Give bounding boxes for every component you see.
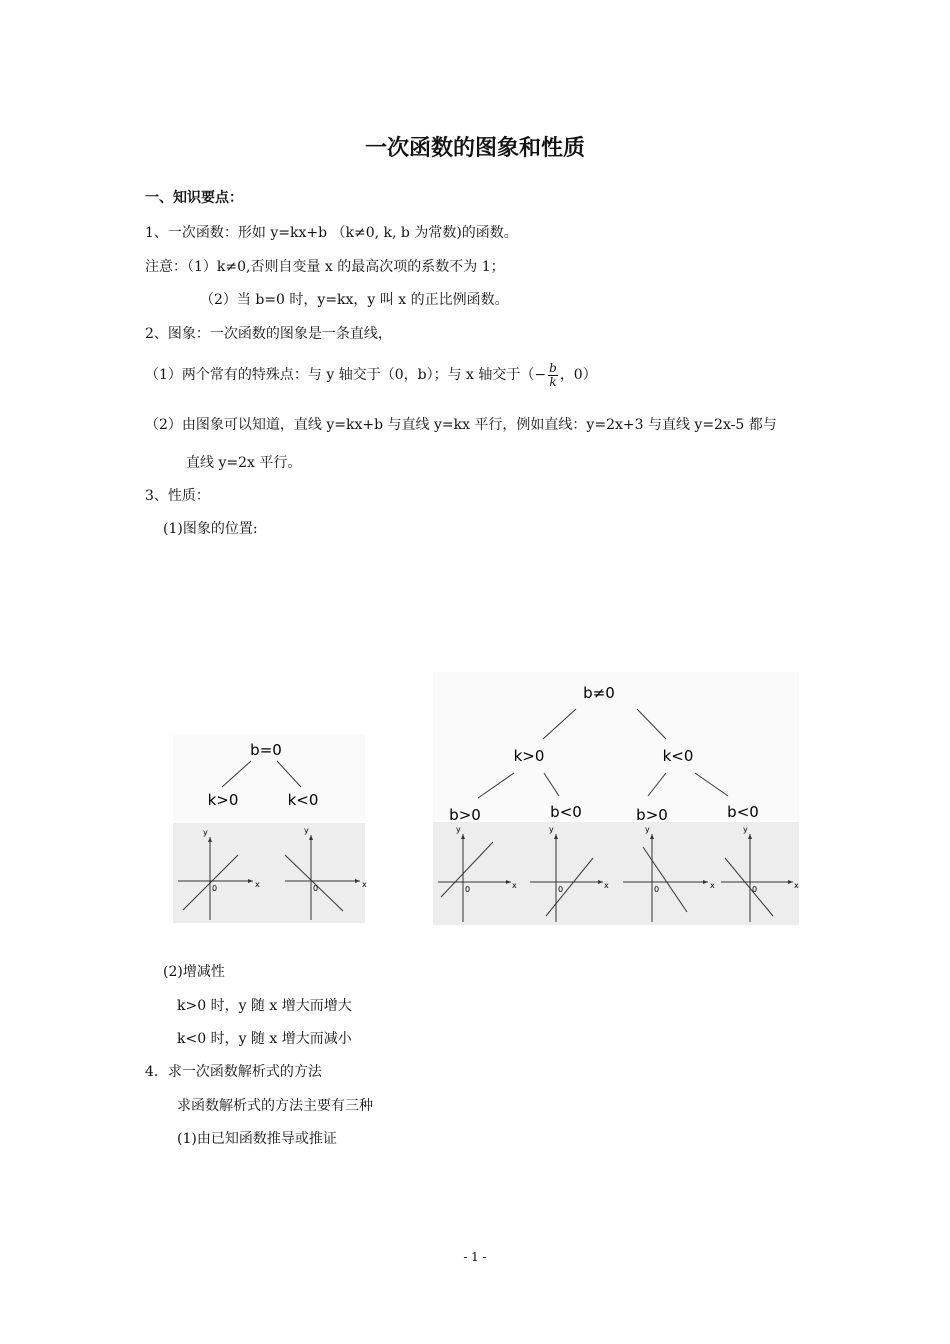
increasing-text: k>0 时，y 随 x 增大而增大 [177,998,352,1014]
tree-leaf-b-positive: b>0 [449,806,481,824]
decreasing-text: k<0 时，y 随 x 增大而减小 [177,1031,352,1047]
y-axis-label: y [304,826,309,835]
methods-intro: 求函数解析式的方法主要有三种 [177,1098,373,1114]
definition-text: 1、一次函数：形如 y=kx+b （k≠0, k, b 为常数)的函数。 [145,225,518,241]
diagram-b-nonzero [433,672,799,927]
monotonicity-heading: (2)增减性 [163,964,225,980]
tree-leaf-b-negative: b<0 [727,803,759,821]
tree-node-k-positive: k>0 [513,747,545,765]
parallel-line-2: 直线 y=2x 平行。 [186,455,302,471]
x-axis-label: x [794,881,799,890]
y-axis-label: y [645,825,650,834]
x-axis-label: x [710,881,715,890]
x-axis-label: x [255,880,260,889]
method-heading: 4．求一次函数解析式的方法 [145,1064,322,1080]
special-points [145,362,597,388]
section-heading: 一、知识要点： [145,190,243,206]
tree-leaf-k-positive: k>0 [207,791,239,809]
fraction-denominator: k [549,374,557,389]
note-2: （2）当 b=0 时，y=kx，y 叫 x 的正比例函数。 [200,292,509,308]
y-axis-label: y [203,828,208,837]
fraction-b-over-k [548,362,558,388]
y-axis-label: y [549,825,554,834]
graph-text: 2、图象：一次函数的图象是一条直线， [145,326,392,342]
origin-label: 0 [654,885,660,894]
special-points-post: ，0） [559,367,597,384]
fraction-numerator: b [549,361,557,375]
parallel-line-1: （2）由图象可以知道，直线 y=kx+b 与直线 y=kx 平行，例如直线：y=2x+3 与直线 y=2x-5 都与 [145,417,777,433]
special-points-pre: （1）两个常有的特殊点：与 y 轴交于（0，b）；与 x 轴交于（− [145,367,547,384]
origin-label: 0 [752,885,758,894]
position-heading: (1)图象的位置: [163,521,258,537]
diagram-b-zero-svg [173,735,365,925]
origin-label: 0 [313,884,319,893]
tree-leaf-k-negative: k<0 [287,791,319,809]
y-axis-label: y [743,825,748,834]
tree-root-b-nonzero: b≠0 [583,684,615,702]
properties-heading: 3、性质： [145,488,210,504]
tree-leaf-b-positive: b>0 [636,806,668,824]
origin-label: 0 [465,885,471,894]
x-axis-label: x [362,880,367,889]
page-number: - 1 - [463,1250,487,1264]
x-axis-label: x [512,881,517,890]
x-axis-label: x [604,881,609,890]
diagram-b-nonzero-svg [433,672,799,927]
note-1: 注意：（1）k≠0,否则自变量 x 的最高次项的系数不为 1； [145,259,505,275]
tree-root-b-zero: b=0 [250,741,282,759]
origin-label: 0 [558,885,564,894]
diagram-b-zero [173,735,365,925]
method-1: (1)由已知函数推导或推证 [177,1131,337,1147]
origin-label: 0 [212,884,218,893]
page-title: 一次函数的图象和性质 [364,136,585,161]
y-axis-label: y [456,825,461,834]
tree-leaf-b-negative: b<0 [550,803,582,821]
tree-node-k-negative: k<0 [662,747,694,765]
